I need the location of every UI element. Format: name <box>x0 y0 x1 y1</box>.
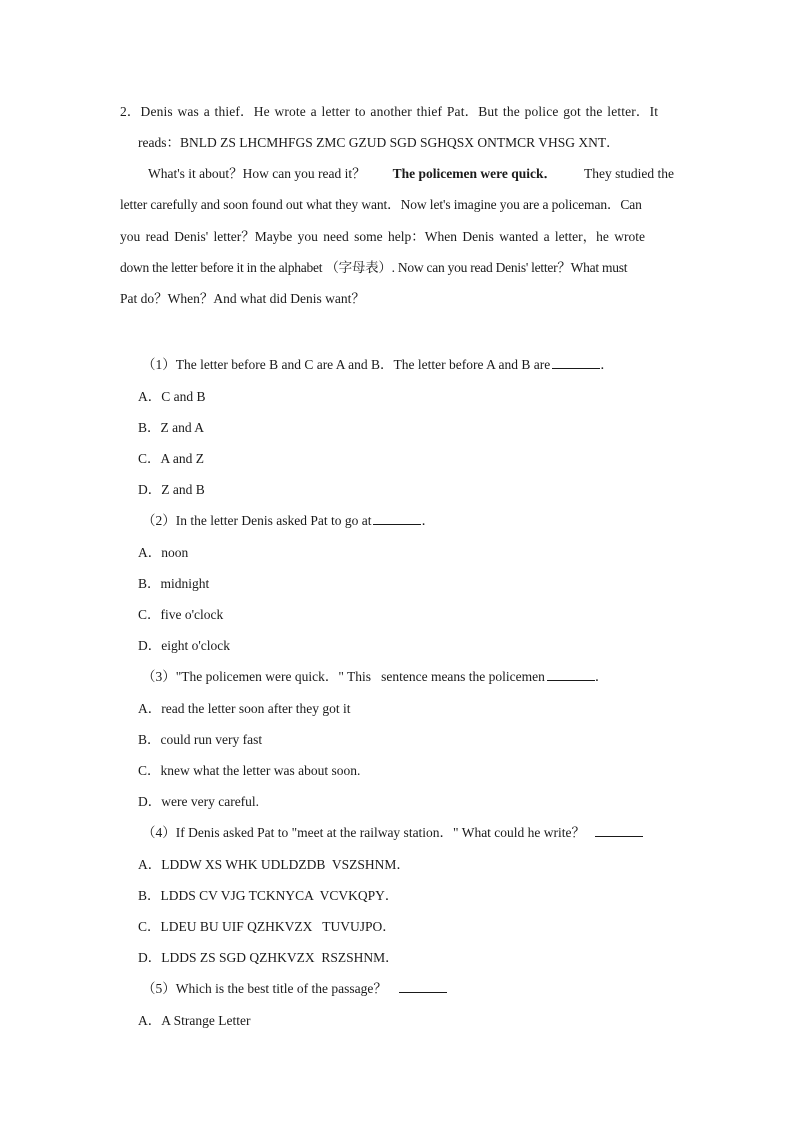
question-2-stem: （2）In the letter Denis asked Pat to go at ． <box>142 513 435 528</box>
passage-text: you read Denis' letter？Maybe you need some help：When Denis wanted a letter，he wrote <box>120 229 646 244</box>
answer-blank <box>552 356 600 369</box>
question-4-option-d: D．LDDS ZS SGD QZHKVZX RSZSHNM． <box>138 950 399 965</box>
question-3-option-d: D．were very careful. <box>138 794 260 809</box>
question-4-option-b: B．LDDS CV VJG TCKNYCA VCVKQPY． <box>138 888 399 903</box>
question-1-option-b: B．Z and A <box>138 420 204 435</box>
question-1-option-c: C．A and Z <box>138 451 204 466</box>
answer-blank <box>595 824 643 837</box>
question-5-option-a: A．A Strange Letter <box>138 1013 251 1028</box>
passage-bold-sentence: The policemen were quick． <box>392 166 558 181</box>
passage-text: down the letter before it in the alphabet （字母表）. Now can you read Denis' letter？What must <box>120 260 628 275</box>
answer-blank <box>399 980 447 993</box>
question-4-stem: （4）If Denis asked Pat to "meet at the railway station．" What could he write？ <box>142 821 643 841</box>
passage-line-1 <box>120 104 674 120</box>
passage-line-7 <box>120 291 365 307</box>
passage-line-4 <box>120 197 674 213</box>
question-4-option-c: C．LDEU BU UIF QZHKVZX TUVUJPO． <box>138 919 396 934</box>
question-3-stem: （3）"The policemen were quick．" This sentence means the policemen ． <box>142 669 609 684</box>
passage-text: letter carefully and soon found out what they want．Now let's imagine you are a policeman．Can <box>120 197 642 212</box>
answer-blank <box>373 512 421 525</box>
question-2-option-a: A．noon <box>138 545 189 560</box>
answer-blank <box>547 668 595 681</box>
question-5-stem: （5）Which is the best title of the passage？ <box>142 977 447 997</box>
question-2-option-d: D．eight o'clock <box>138 638 231 653</box>
question-3-option-a: A．read the letter soon after they got it <box>138 701 351 716</box>
question-3-option-c: C．knew what the letter was about soon. <box>138 763 361 778</box>
passage-question-text: What's it about？How can you read it？ <box>148 166 366 181</box>
question-4-option-a: A．LDDW XS WHK UDLDZDB VSZSHNM． <box>138 857 410 872</box>
passage-line-6 <box>120 260 674 276</box>
question-1-option-a: A．C and B <box>138 389 206 404</box>
passage-text: They studied the <box>584 166 674 181</box>
passage-text: 2．Denis was a thief．He wrote a letter to another thief Pat．But the police got the letter．It <box>120 104 659 119</box>
cipher-text: reads：BNLD ZS LHCMHFGS ZMC GZUD SGD SGHQSX ONTMCR VHSG XNT． <box>138 135 620 150</box>
passage-text: Pat do？When？And what did Denis want？ <box>120 291 365 306</box>
question-2-option-c: C．five o'clock <box>138 607 224 622</box>
passage-line-2 <box>138 135 620 151</box>
question-1-option-d: D．Z and B <box>138 482 205 497</box>
question-2-option-b: B．midnight <box>138 576 210 591</box>
passage-line-5 <box>120 229 674 245</box>
question-3-option-b: B．could run very fast <box>138 732 263 747</box>
passage-line-3 <box>148 166 674 182</box>
question-1-stem: （1）The letter before B and C are A and B．The letter before A and B are ． <box>142 357 614 372</box>
